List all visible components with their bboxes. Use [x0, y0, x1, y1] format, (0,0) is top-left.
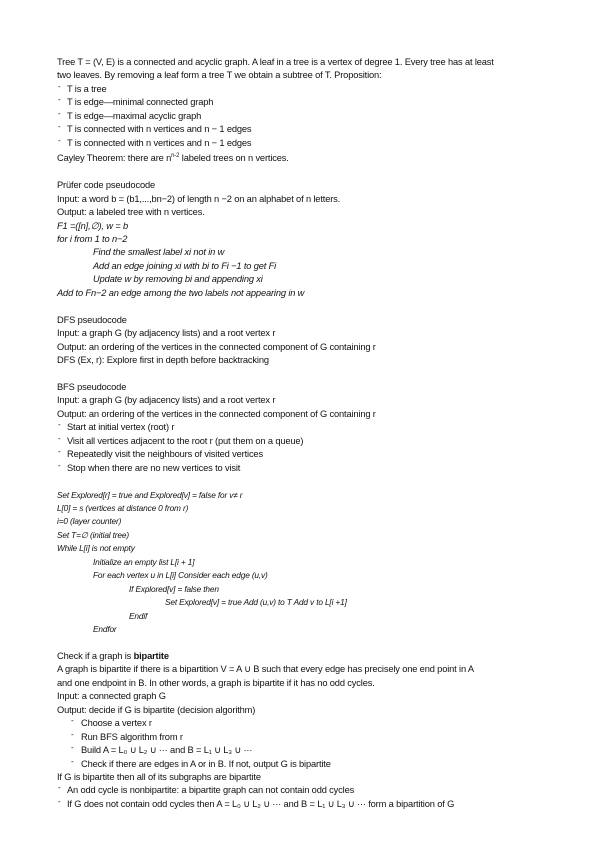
bipartite-heading-bold: bipartite — [133, 650, 169, 661]
bfs-code-5: While L[i] is not empty — [57, 543, 135, 554]
tree-prop-3: - T is edge—maximal acyclic graph — [57, 110, 547, 123]
bfs-code-1: Set Explored[r] = true and Explored[v] = false for v≠ r — [57, 489, 243, 500]
dfs-heading: DFS pseudocode — [57, 314, 127, 325]
tree-prop-1: - T is a tree — [57, 83, 547, 96]
bipartite-heading-text: Check if a graph is — [57, 650, 134, 661]
bfs-step-1: - Start at initial vertex (root) r — [57, 421, 547, 434]
prufer-code-2: for i from 1 to n−2 — [57, 233, 128, 244]
bipartite-def-1: A graph is bipartite if there is a bipartition V = A ∪ B such that every edge has precisely one end point in A — [57, 664, 474, 675]
bfs-code-10: Endif — [129, 610, 148, 621]
cayley-exponent: n-2 — [171, 153, 180, 160]
prufer-code-6: Add to Fn−2 an edge among the two labels not appearing in w — [57, 287, 305, 298]
tree-prop-4: - T is connected with n vertices and n − 1 edges — [57, 123, 547, 136]
prufer-code-3: Find the smallest label xi not in w — [93, 247, 225, 258]
bipartite-step-3: - Build A = L₀ ∪ L₂ ∪ ··· and B = L₁ ∪ L₃ ∪ ··· — [57, 744, 547, 757]
bfs-code-9: Set Explored[v] = true Add (u,v) to T Add v to L[i +1] — [165, 597, 347, 608]
bipartite-step-4: - Check if there are edges in A or in B. If not, output G is bipartite — [57, 758, 547, 771]
prufer-output: Output: a labeled tree with n vertices. — [57, 207, 205, 218]
bipartite-output: Output: decide if G is bipartite (decision algorithm) — [57, 704, 256, 715]
prufer-code-1: F1 =([n],∅), w = b — [57, 220, 129, 231]
bipartite-step-1: - Choose a vertex r — [57, 717, 547, 730]
bfs-code-6: Initialize an empty list L[i + 1] — [93, 556, 195, 567]
bfs-step-3: - Repeatedly visit the neighbours of visited vertices — [57, 448, 547, 461]
tree-intro-line-1: Tree T = (V, E) is a connected and acyclic graph. A leaf in a tree is a vertex of degree 1. Every tree has at least — [57, 57, 494, 67]
dfs-description: DFS (Ex, r): Explore first in depth before backtracking — [57, 355, 269, 366]
tree-prop-5: - T is connected with n vertices and n − 1 edges — [57, 137, 547, 150]
prufer-code-4: Add an edge joining xi with bi to Fi −1 to get Fi — [93, 260, 277, 271]
tree-prop-2: - T is edge—minimal connected graph — [57, 96, 547, 109]
bfs-code-4: Set T=∅ (initial tree) — [57, 529, 129, 540]
cayley-post: labeled trees on n vertices. — [179, 153, 289, 164]
bipartite-step-2: - Run BFS algorithm from r — [57, 731, 547, 744]
prufer-code-5: Update w by removing bi and appending xi — [93, 274, 263, 285]
dfs-output: Output: an ordering of the vertices in the connected component of G containing r — [57, 341, 376, 352]
tree-intro-line-2: two leaves. By removing a leaf form a tree T we obtain a subtree of T. Proposition: — [57, 70, 382, 81]
bipartite-bullet-2: - If G does not contain odd cycles then A = L₀ ∪ L₂ ∪ ··· and B = L₁ ∪ L₃ ∪ ··· form a bipartition of G — [57, 798, 547, 811]
bfs-code-3: i=0 (layer counter) — [57, 516, 122, 527]
bfs-code-2: L[0] = s (vertices at distance 0 from r) — [57, 502, 189, 513]
bipartite-bullet-1: - An odd cycle is nonbipartite: a bipartite graph can not contain odd cycles — [57, 784, 547, 797]
prufer-input: Input: a word b = (b1,...,bn−2) of length n −2 on an alphabet of n letters. — [57, 193, 341, 204]
dfs-input: Input: a graph G (by adjacency lists) and a root vertex r — [57, 328, 276, 339]
bipartite-def-2: and one endpoint in B. In other words, a graph is bipartite if it has no odd cycles. — [57, 677, 375, 688]
bipartite-heading — [57, 650, 547, 663]
cayley-pre: Cayley Theorem: there are n — [57, 153, 172, 164]
bfs-step-2: - Visit all vertices adjacent to the root r (put them on a queue) — [57, 435, 547, 448]
bfs-code-8: If Explored[v] = false then — [129, 583, 219, 594]
bipartite-subgraphs: If G is bipartite then all of its subgraphs are bipartite — [57, 772, 261, 783]
cayley-theorem — [57, 150, 547, 166]
bfs-code-11: Endfor — [93, 624, 117, 635]
bfs-code-7: For each vertex u in L[i] Consider each edge (u,v) — [93, 570, 268, 581]
bfs-heading: BFS pseudocode — [57, 381, 127, 392]
bfs-input: Input: a graph G (by adjacency lists) and a root vertex r — [57, 395, 276, 406]
bipartite-input: Input: a connected graph G — [57, 691, 166, 702]
bfs-step-4: - Stop when there are no new vertices to visit — [57, 462, 547, 475]
prufer-heading: Prüfer code pseudocode — [57, 180, 156, 191]
document-page — [57, 56, 547, 811]
bfs-output: Output: an ordering of the vertices in the connected component of G containing r — [57, 408, 376, 419]
